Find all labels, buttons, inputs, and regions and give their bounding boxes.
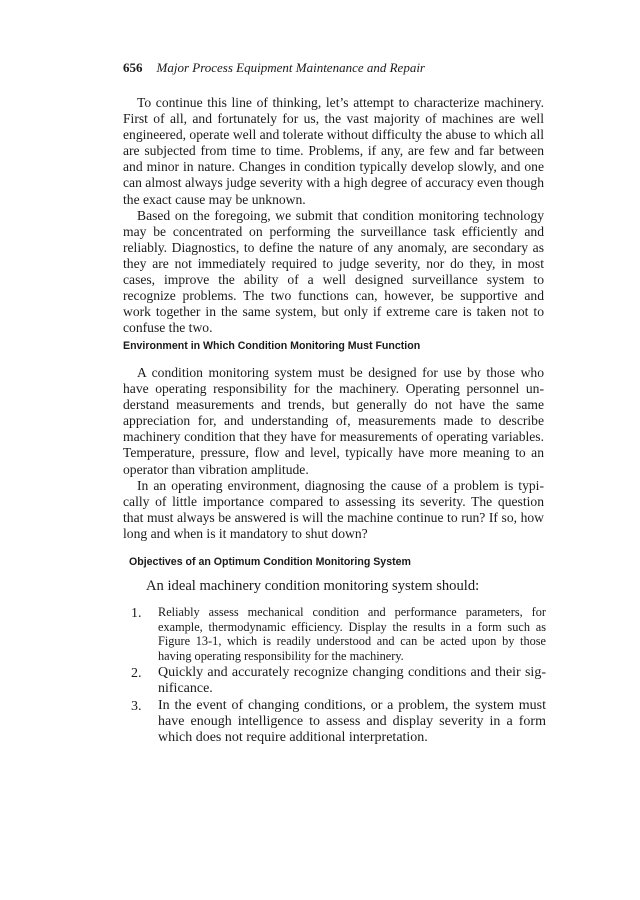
list-item-text: In the event of changing conditions, or a problem, the system must have enough intelligence to assess and display severity in a form which does not require additional interpretation. [158, 697, 546, 745]
body-paragraph: In an operating environment, diagnosing the cause of a problem is typically of little importance compared to assessing its severity. The question that must always be answered is will the machine continue to run? If so, how long and when is it mandatory to shut down? [123, 477, 544, 541]
list-item [131, 605, 546, 664]
list-item-number: 3. [131, 698, 142, 714]
body-paragraph: To continue this line of thinking, let’s attempt to characterize machinery. First of all, and fortunately for us, the vast majority of machines are well engineered, operate well and tolerate without difficulty the abuse to which all are subjected from time to time. Problems, if any, are few and far between and minor in nature. Changes in condition typically develop slowly, and one can almost always judge severity with a high degree of accuracy even though the exact cause may be unknown. [123, 95, 545, 207]
list-item [131, 698, 546, 746]
body-paragraph: Based on the foregoing, we submit that condition monitoring technology may be concentrated on performing the surveillance task efficiently and reliably. Diagnostics, to define the nature of any anomaly, are secondary as they are not immediately required to judge severity, nor do they, in most cases, improve the ability of a well designed surveillance system to recognize problems. The two functions can, however, be supportive and work together in the same system, but only if extreme care is taken not to confuse the two. [123, 207, 544, 336]
list-item-text: Quickly and accurately recognize changing conditions and their significance. [158, 664, 546, 696]
page-number: 656 [123, 60, 143, 75]
list-item-number: 2. [131, 665, 142, 681]
intro-section [123, 95, 544, 336]
objectives-intro: An ideal machinery condition monitoring system should: [146, 578, 480, 594]
list-item-text: Reliably assess mechanical condition and performance parameters, for example, thermodynamic efficiency. Display the results in a form such as Figure 13-1, which is readily understood and can be acted upon by those having operating responsibility for the machinery. [158, 605, 546, 664]
book-title: Major Process Equipment Maintenance and Repair [156, 60, 425, 75]
section-heading-objectives: Objectives of an Optimum Condition Monitoring System [129, 556, 411, 568]
body-paragraph: A condition monitoring system must be designed for use by those who have operating responsibility for the machinery. Operating personnel understand measurements and trends, but generally do not have the same appreciation for, and understanding of, measurements made to describe machinery condition that they have for measurements of operating variables. Temperature, pressure, flow and level, typically have more meaning to an operator than vibration amplitude. [123, 365, 544, 477]
environment-section [123, 365, 544, 542]
running-header [123, 60, 543, 76]
section-heading-environment: Environment in Which Condition Monitoring Must Function [123, 340, 421, 352]
list-item [131, 665, 546, 697]
list-item-number: 1. [131, 606, 142, 621]
objectives-list [131, 605, 546, 747]
